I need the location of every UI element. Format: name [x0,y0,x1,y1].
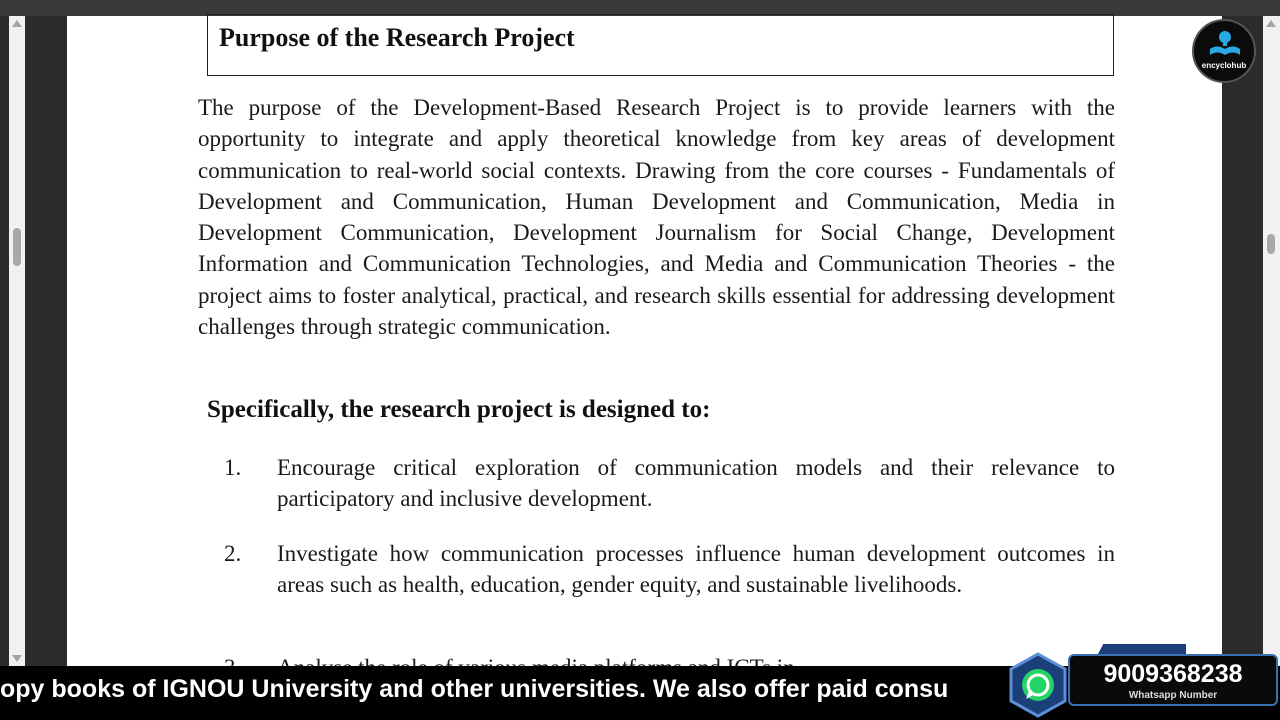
list-item-number: 2. [224,541,242,566]
channel-logo [1192,19,1256,83]
whatsapp-icon [1008,652,1068,718]
list-item-text: Encourage critical exploration of communication models and their relevance to participatory and inclusive development. [277,455,1115,511]
right-scrollbar[interactable] [1263,16,1280,666]
phone-label: Whatsapp Number [1128,690,1218,701]
list-item-number: 1. [224,455,242,480]
phone-number: 9009368238 [1103,660,1243,688]
phone-tab-decoration [1098,644,1186,654]
book-bulb-icon [1208,29,1242,59]
scroll-down-arrow-icon[interactable] [12,655,22,662]
scrollbar-thumb[interactable] [1267,234,1275,254]
logo-text: encyclohub [1201,61,1247,70]
whatsapp-contact-box [1068,654,1278,706]
scroll-up-arrow-icon[interactable] [1266,20,1276,27]
list-subheading: Specifically, the research project is designed to: [207,396,711,423]
section-heading: Purpose of the Research Project [207,14,1114,76]
list-item-text: Investigate how communication processes influence human development outcomes in areas such as health, education, gender equity, and sustainable livelihoods. [277,541,1115,597]
scrollbar-thumb[interactable] [13,228,21,266]
document-page [67,16,1222,666]
scroll-up-arrow-icon[interactable] [12,20,22,27]
ticker-text: opy books of IGNOU University and other universities. We also offer paid consu [0,675,949,703]
left-scrollbar[interactable] [9,16,25,666]
purpose-paragraph: The purpose of the Development-Based Research Project is to provide learners with the opportunity to integrate and apply theoretical knowledge from key areas of development communication to real-world social contexts. Drawing from the core courses - Fundamentals of Development and Communication, Human Development and Communication, Media in Development Communication, Development Journalism for Social Change, Development Information and Communication Technologies, and Media and Communication Theories - the project aims to foster analytical, practical, and research skills essential for addressing development challenges through strategic communication. [198,95,1115,340]
